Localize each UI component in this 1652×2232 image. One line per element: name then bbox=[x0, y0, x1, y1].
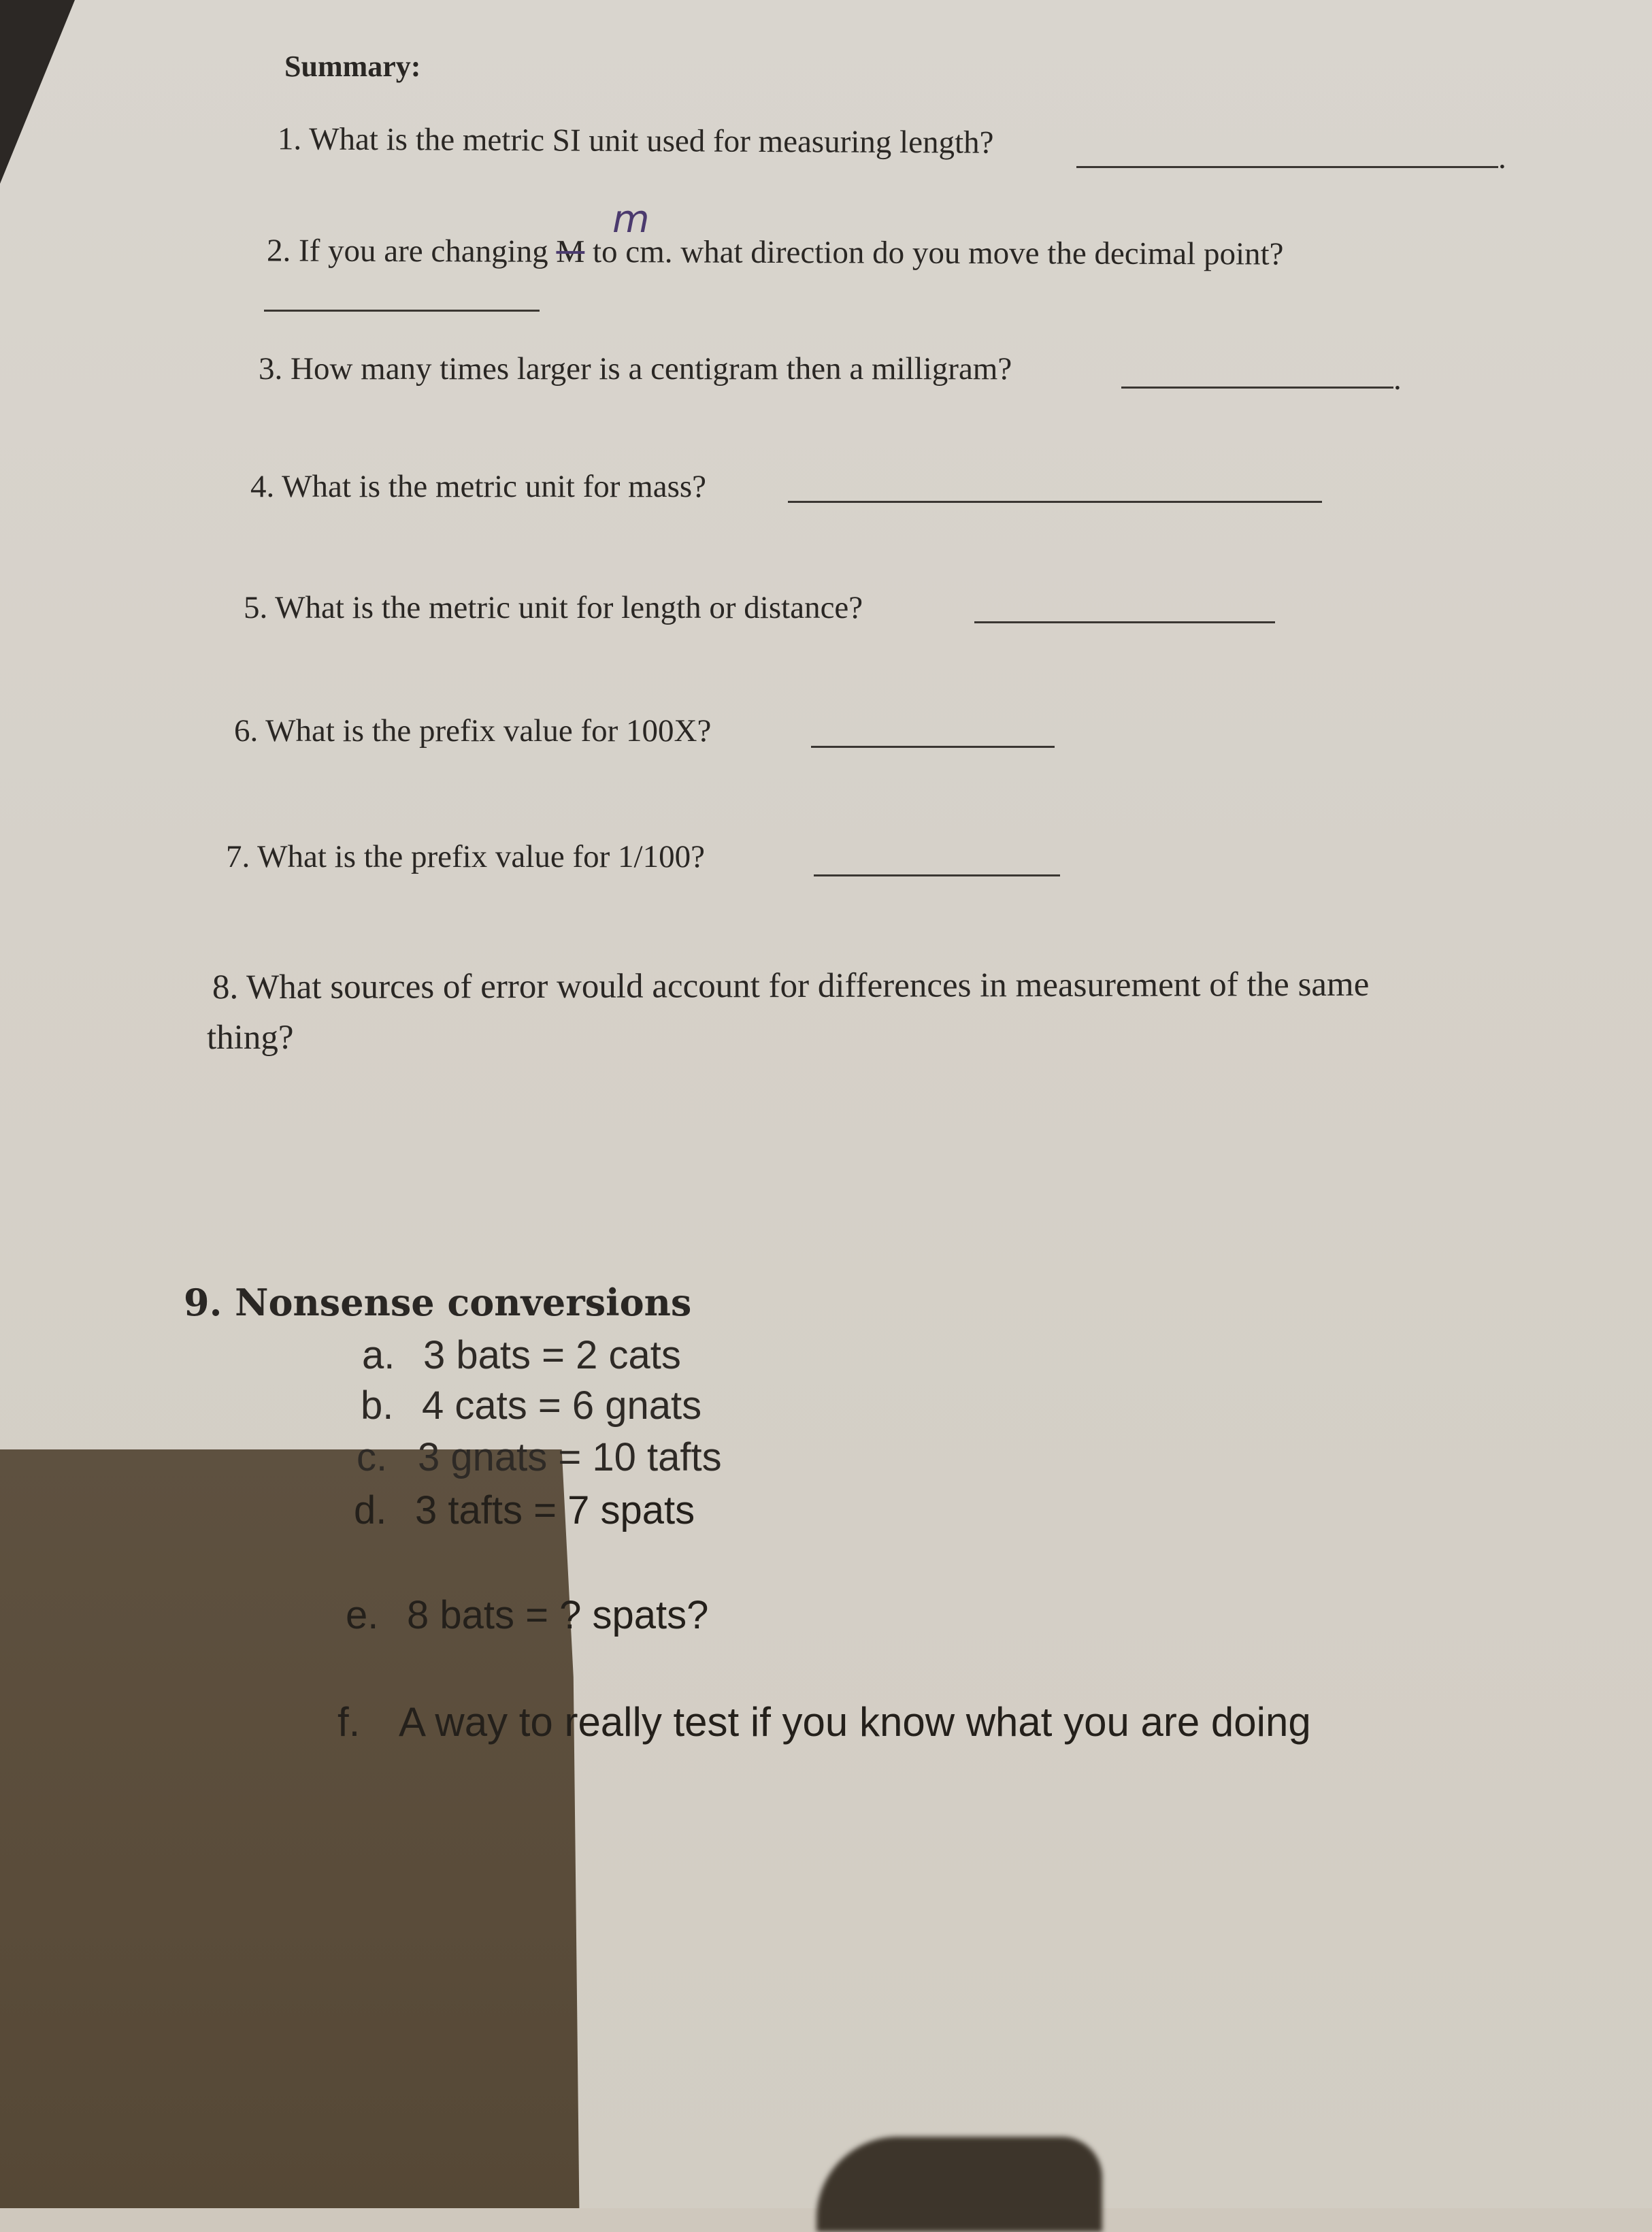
question-1-text: What is the metric SI unit used for measuring length? bbox=[309, 121, 994, 161]
answer-line-1[interactable] bbox=[1076, 166, 1498, 168]
question-4-number: 4. bbox=[250, 469, 275, 504]
question-8-line-1 bbox=[212, 965, 1369, 1007]
conversion-f-letter: f. bbox=[337, 1699, 361, 1745]
question-8-line-2: thing? bbox=[207, 1019, 294, 1057]
summary-heading: Summary: bbox=[284, 50, 421, 83]
answer-line-5[interactable] bbox=[974, 621, 1275, 623]
conversion-b-text: 4 cats = 6 gnats bbox=[422, 1383, 702, 1428]
question-3-period: . bbox=[1393, 361, 1402, 397]
question-2-text-after: to cm. what direction do you move the decimal point? bbox=[584, 234, 1284, 272]
question-5-number: 5. bbox=[244, 590, 268, 625]
question-2-text-before: If you are changing bbox=[298, 233, 557, 269]
question-3-number: 3. bbox=[259, 351, 283, 387]
question-5 bbox=[244, 589, 863, 626]
conversion-b-letter: b. bbox=[361, 1383, 394, 1428]
conversion-c bbox=[357, 1434, 722, 1480]
conversion-b bbox=[361, 1383, 701, 1428]
conversion-a-text: 3 bats = 2 cats bbox=[423, 1333, 681, 1377]
answer-line-7[interactable] bbox=[814, 874, 1060, 876]
question-7 bbox=[226, 838, 705, 875]
bottom-shadow bbox=[816, 2137, 1102, 2232]
answer-line-4[interactable] bbox=[788, 501, 1322, 503]
question-2-number: 2. bbox=[266, 233, 291, 269]
question-1-period: . bbox=[1498, 140, 1506, 176]
conversion-c-letter: c. bbox=[357, 1435, 388, 1479]
hand-shadow bbox=[0, 1449, 585, 2208]
nonsense-heading: 9. Nonsense conversions bbox=[184, 1281, 692, 1324]
question-6-number: 6. bbox=[234, 713, 259, 749]
question-5-text: What is the metric unit for length or distance? bbox=[275, 590, 863, 625]
conversion-d-text: 3 tafts = 7 spats bbox=[415, 1488, 695, 1532]
question-3-text: How many times larger is a centigram then a milligram? bbox=[291, 351, 1012, 387]
question-4 bbox=[250, 468, 706, 505]
question-6-text: What is the prefix value for 100X? bbox=[265, 713, 712, 749]
answer-line-6[interactable] bbox=[811, 746, 1055, 748]
question-1 bbox=[278, 120, 994, 161]
answer-line-2[interactable] bbox=[264, 310, 540, 312]
conversion-f bbox=[337, 1698, 1311, 1745]
conversion-f-text: A way to really test if you know what you are doing bbox=[399, 1699, 1311, 1745]
question-6 bbox=[234, 712, 711, 749]
conversion-a-letter: a. bbox=[362, 1333, 395, 1377]
question-8-text: What sources of error would account for differences in measurement of the same bbox=[246, 965, 1370, 1007]
question-2 bbox=[267, 232, 1284, 272]
conversion-d bbox=[354, 1488, 695, 1533]
question-1-number: 1. bbox=[277, 121, 302, 157]
question-7-text: What is the prefix value for 1/100? bbox=[257, 839, 705, 874]
question-8-number: 8. bbox=[212, 968, 239, 1007]
conversion-d-letter: d. bbox=[354, 1488, 387, 1532]
answer-line-3[interactable] bbox=[1121, 387, 1393, 389]
background-corner bbox=[0, 0, 75, 184]
handwritten-m: m bbox=[612, 197, 650, 242]
conversion-a bbox=[362, 1332, 681, 1378]
question-7-number: 7. bbox=[226, 839, 250, 874]
question-4-text: What is the metric unit for mass? bbox=[282, 469, 707, 504]
conversion-c-text: 3 gnats = 10 tafts bbox=[418, 1435, 722, 1479]
question-3 bbox=[259, 350, 1012, 387]
conversion-e bbox=[346, 1592, 708, 1638]
conversion-e-text: 8 bats = ? spats? bbox=[407, 1593, 709, 1637]
conversion-e-letter: e. bbox=[346, 1593, 379, 1637]
struck-letter-m: M bbox=[556, 233, 585, 270]
